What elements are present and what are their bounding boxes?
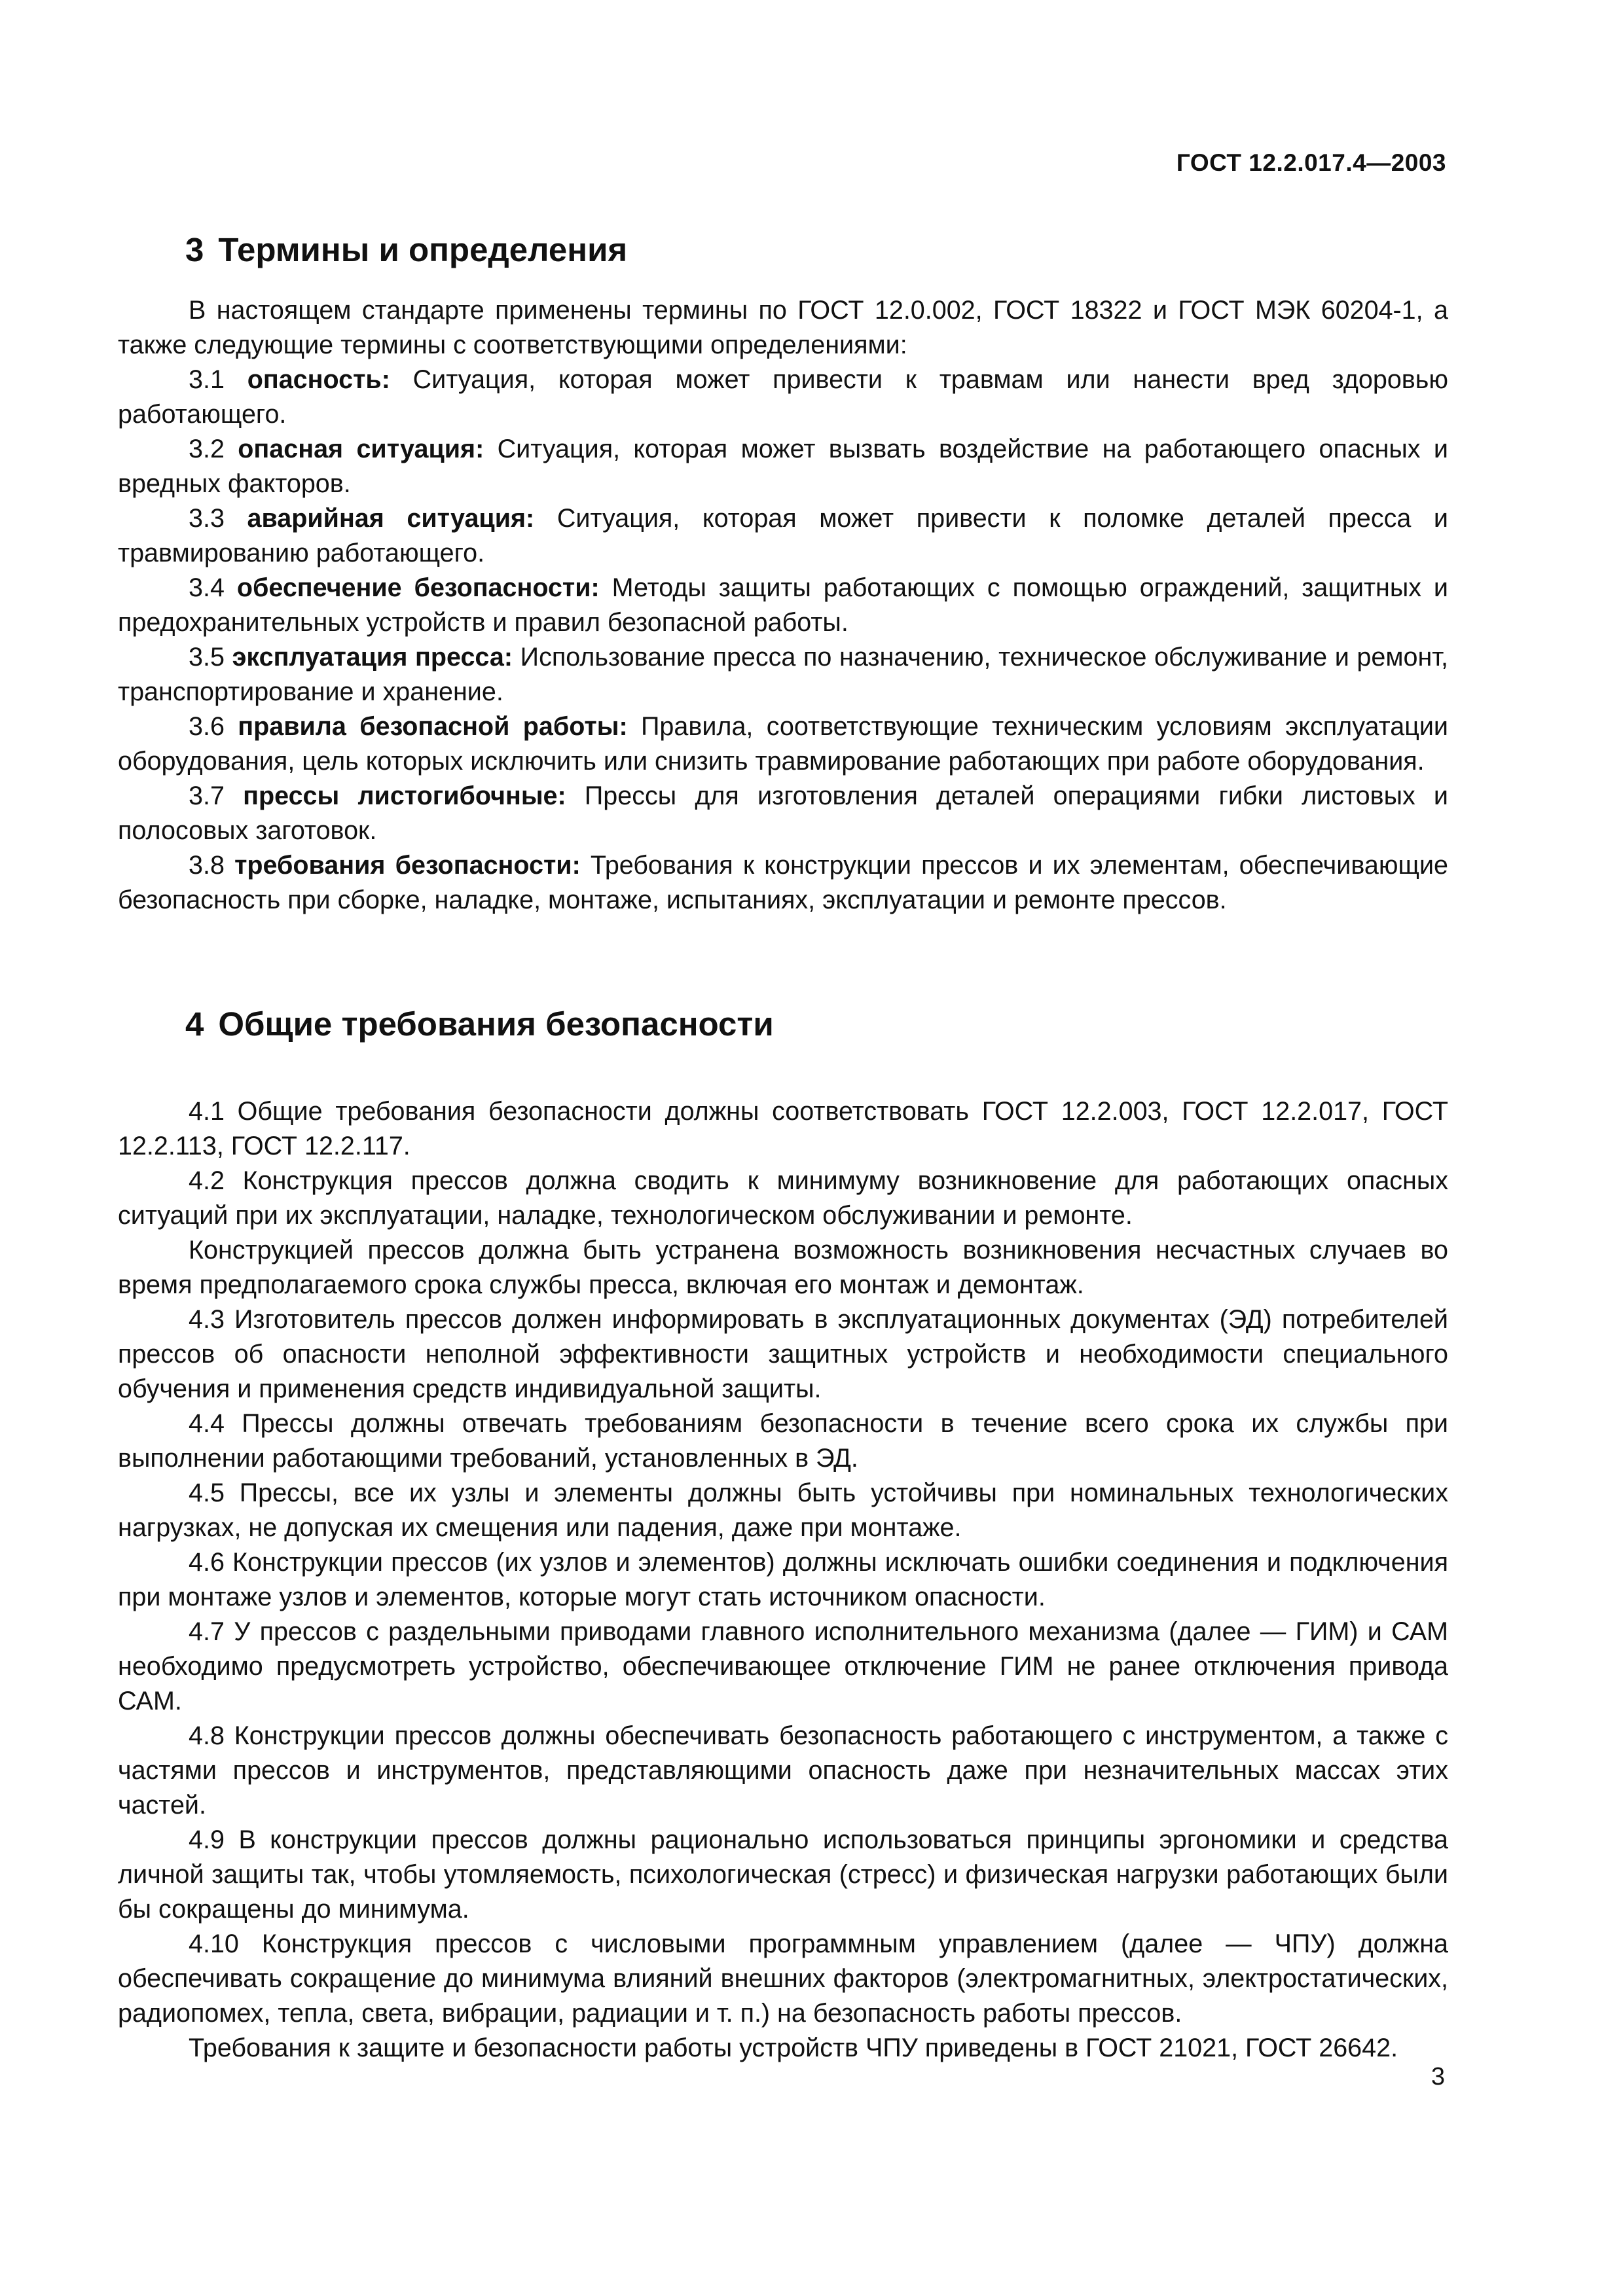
term-3-7: 3.7 прессы листогибочные: Прессы для изготовления деталей операциями гибки листовых и полосовых заготовок. — [118, 781, 1448, 845]
clause-4-7: 4.7 У прессов с раздельными приводами главного исполнительного механизма (далее — ГИМ) и САМ необходимо предусмотреть устройство, обеспечивающее отключение ГИМ не ранее отключения привода САМ. — [118, 1617, 1448, 1715]
clause-4-4: 4.4 Прессы должны отвечать требованиям безопасности в течение всего срока их службы при выполнении работающими требований, установленных в ЭД. — [118, 1409, 1448, 1473]
section-3-title: Термины и определения — [218, 231, 628, 268]
clause-4-6: 4.6 Конструкции прессов (их узлов и элементов) должны исключать ошибки соединения и подключения при монтаже узлов и элементов, которые могут стать источником опасности. — [118, 1548, 1448, 1611]
clause-4-10-continued: Требования к защите и безопасности работы устройств ЧПУ приведены в ГОСТ 21021, ГОСТ 26642. — [189, 2034, 1398, 2062]
section-4-number: 4 — [185, 1005, 204, 1043]
page-number: 3 — [1431, 2063, 1445, 2090]
term-3-8: 3.8 требования безопасности: Требования к конструкции прессов и их элементам, обеспечивающие безопасность при сборке, наладке, монтаже, испытаниях, эксплуатации и ремонте прессов. — [118, 851, 1448, 914]
clause-4-3: 4.3 Изготовитель прессов должен информировать в эксплуатационных документах (ЭД) потребителей прессов об опасности неполной эффективности защитных устройств и необходимости специального обучения и применения средств индивидуальной защиты. — [118, 1305, 1448, 1403]
term-3-2: 3.2 опасная ситуация: Ситуация, которая может вызвать воздействие на работающего опасных и вредных факторов. — [118, 435, 1448, 498]
clause-4-2-continued: Конструкцией прессов должна быть устранена возможность возникновения несчастных случаев во время предполагаемого срока службы пресса, включая его монтаж и демонтаж. — [118, 1236, 1448, 1299]
section-3-number: 3 — [185, 231, 204, 268]
section-3-body — [118, 293, 1448, 918]
term-3-3: 3.3 аварийная ситуация: Ситуация, которая может привести к поломке деталей пресса и травмированию работающего. — [118, 504, 1448, 567]
clause-4-1: 4.1 Общие требования безопасности должны соответствовать ГОСТ 12.2.003, ГОСТ 12.2.017, ГОСТ 12.2.113, ГОСТ 12.2.117. — [118, 1097, 1448, 1160]
document-code: ГОСТ 12.2.017.4—2003 — [1176, 149, 1446, 176]
section-4-body — [118, 1094, 1448, 2066]
section-4-title: Общие требования безопасности — [218, 1005, 774, 1043]
clause-4-9: 4.9 В конструкции прессов должны рационально использоваться принципы эргономики и средства личной защиты так, чтобы утомляемость, психологическая (стресс) и физическая нагрузки работающих были бы сокращены до минимума. — [118, 1825, 1448, 1924]
term-3-1: 3.1 опасность: Ситуация, которая может привести к травмам или нанести вред здоровью работающего. — [118, 365, 1448, 429]
term-3-5: 3.5 эксплуатация пресса: Использование пресса по назначению, техническое обслуживание и ремонт, транспортирование и хранение. — [118, 643, 1448, 706]
term-3-4: 3.4 обеспечение безопасности: Методы защиты работающих с помощью ограждений, защитных и предохранительных устройств и правил безопасной работы. — [118, 573, 1448, 637]
clause-4-5: 4.5 Прессы, все их узлы и элементы должны быть устойчивы при номинальных технологических нагрузках, не допуская их смещения или падения, даже при монтаже. — [118, 1479, 1448, 1542]
clause-4-2: 4.2 Конструкция прессов должна сводить к минимуму возникновение для работающих опасных ситуаций при их эксплуатации, наладке, технологическом обслуживании и ремонте. — [118, 1166, 1448, 1230]
section-3-heading — [185, 230, 627, 269]
term-3-6: 3.6 правила безопасной работы: Правила, соответствующие техническим условиям эксплуатации оборудования, цель которых исключить или снизить травмирование работающих при работе оборудования. — [118, 712, 1448, 776]
section-3-intro: В настоящем стандарте применены термины по ГОСТ 12.0.002, ГОСТ 18322 и ГОСТ МЭК 60204-1, а также следующие термины с соответствующими определениями: — [118, 296, 1448, 359]
section-4-heading — [185, 1005, 774, 1043]
clause-4-8: 4.8 Конструкции прессов должны обеспечивать безопасность работающего с инструментом, а также с частями прессов и инструментов, представляющими опасность даже при незначительных массах этих частей. — [118, 1721, 1448, 1820]
clause-4-10: 4.10 Конструкция прессов с числовыми программным управлением (далее — ЧПУ) должна обеспечивать сокращение до минимума влияний внешних факторов (электромагнитных, электростатических, радиопомех, тепла, света, вибрации, радиации и т. п.) на безопасность работы прессов. — [118, 1929, 1448, 2028]
